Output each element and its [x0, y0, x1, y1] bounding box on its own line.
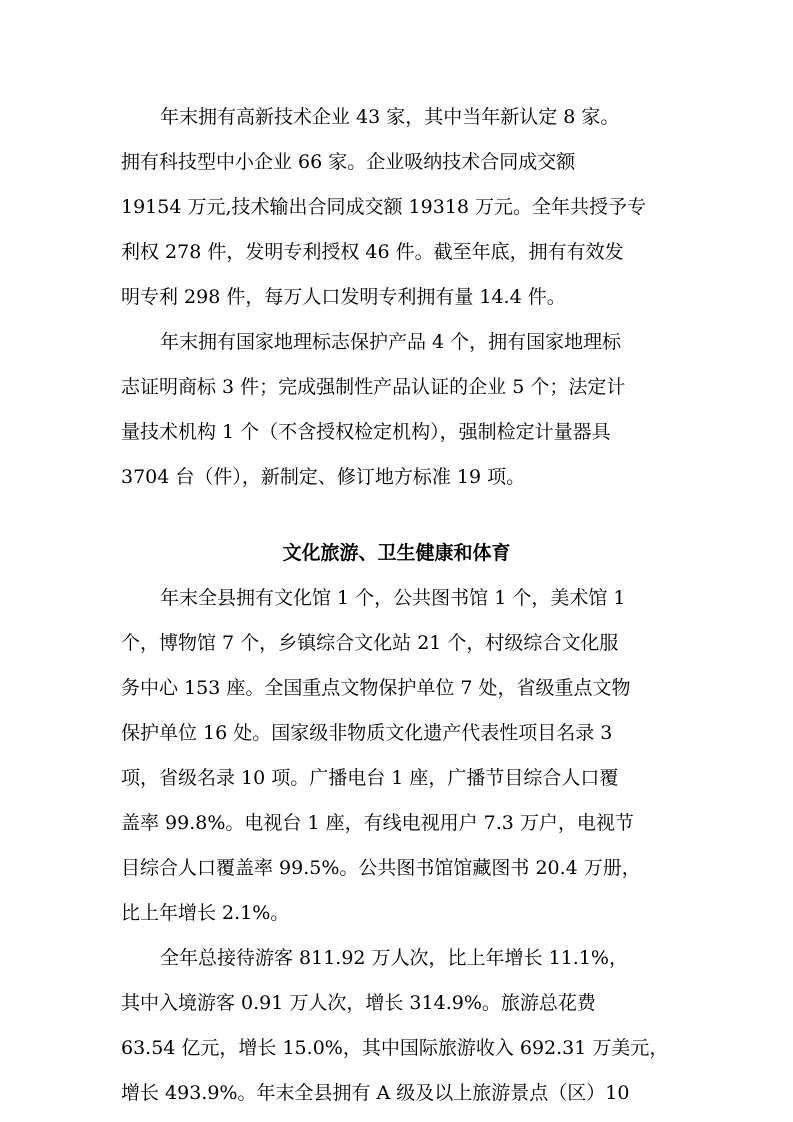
paragraph-1-line-3: 19154 万元,技术输出合同成交额 19318 万元。全年共授予专 [121, 196, 647, 218]
paragraph-3-line-1: 年末全县拥有文化馆 1 个，公共图书馆 1 个，美术馆 1 [160, 587, 626, 609]
paragraph-4-line-4: 增长 493.9%。年末全县拥有 A 级及以上旅游景点（区）10 [121, 1082, 630, 1104]
paragraph-4-line-2: 其中入境游客 0.91 万人次，增长 314.9%。旅游总花费 [121, 992, 596, 1014]
paragraph-1-line-1: 年末拥有高新技术企业 43 家，其中当年新认定 8 家。 [160, 106, 620, 128]
paragraph-3-line-4: 保护单位 16 处。国家级非物质文化遗产代表性项目名录 3 [121, 722, 613, 744]
paragraph-2-line-3: 量技术机构 1 个（不含授权检定机构），强制检定计量器具 [121, 421, 611, 443]
paragraph-3-line-8: 比上年增长 2.1%。 [121, 902, 290, 924]
section-heading: 文化旅游、卫生健康和体育 [282, 542, 511, 564]
paragraph-1-line-4: 利权 278 件，发明专利授权 46 件。截至年底，拥有有效发 [121, 241, 624, 263]
paragraph-3-line-6: 盖率 99.8%。电视台 1 座，有线电视用户 7.3 万户，电视节 [121, 812, 634, 834]
paragraph-2-line-2: 志证明商标 3 件；完成强制性产品认证的企业 5 个；法定计 [121, 376, 626, 398]
paragraph-1-line-2: 拥有科技型中小企业 66 家。企业吸纳技术合同成交额 [121, 151, 576, 173]
paragraph-3-line-5: 项，省级名录 10 项。广播电台 1 座，广播节目综合人口覆 [121, 767, 619, 789]
paragraph-2-line-4: 3704 台（件），新制定、修订地方标准 19 项。 [121, 466, 526, 488]
paragraph-2-line-1: 年末拥有国家地理标志保护产品 4 个，拥有国家地理标 [160, 331, 622, 353]
paragraph-4-line-1: 全年总接待游客 811.92 万人次，比上年增长 11.1%， [160, 947, 628, 969]
paragraph-3-line-7: 目综合人口覆盖率 99.5%。公共图书馆馆藏图书 20.4 万册， [121, 857, 641, 879]
paragraph-3-line-2: 个，博物馆 7 个，乡镇综合文化站 21 个，村级综合文化服 [121, 632, 619, 654]
paragraph-4-line-3: 63.54 亿元，增长 15.0%，其中国际旅游收入 692.31 万美元， [121, 1037, 669, 1059]
paragraph-1-line-5: 明专利 298 件，每万人口发明专利拥有量 14.4 件。 [121, 286, 566, 308]
paragraph-3-line-3: 务中心 153 座。全国重点文物保护单位 7 处，省级重点文物 [121, 677, 631, 699]
